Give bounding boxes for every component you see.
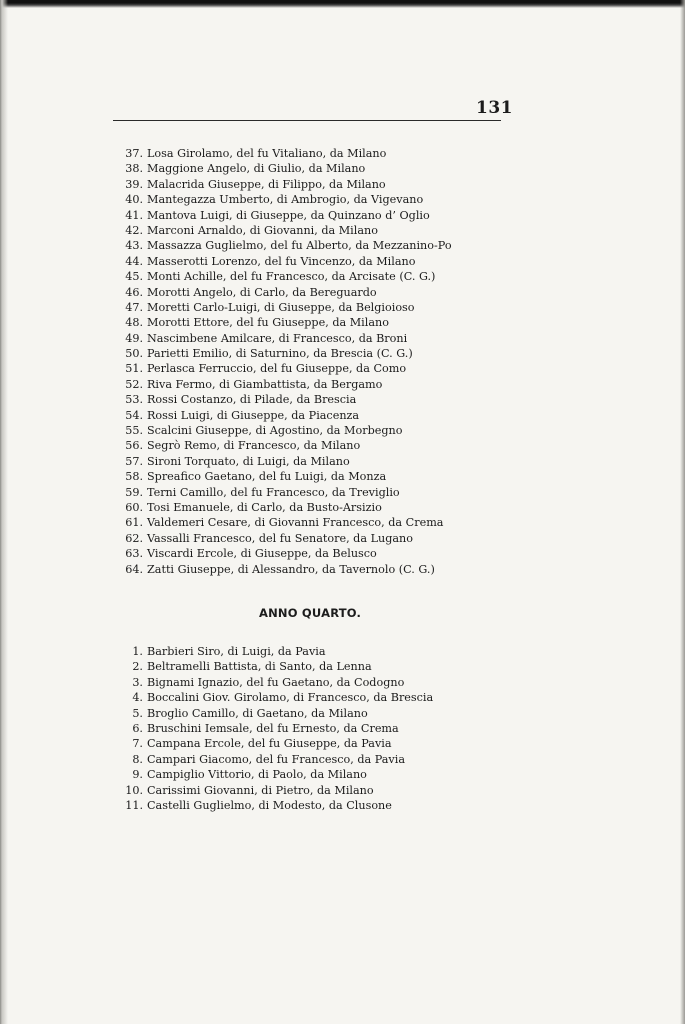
list-entry [114, 254, 452, 269]
entry-text: Rossi Costanzo, di Pilade, da Brescia [147, 393, 357, 407]
entry-number: 52. [125, 377, 143, 391]
entry-number: 60. [125, 500, 143, 514]
entry-number: 63. [125, 547, 143, 561]
list-entry [114, 315, 452, 330]
list-entry [114, 469, 452, 484]
entry-number: 61. [125, 516, 143, 530]
list-entry [114, 377, 452, 392]
entry-text: Masserotti Lorenzo, del fu Vincenzo, da Milano [147, 254, 416, 268]
entry-text: Scalcini Giuseppe, di Agostino, da Morbegno [147, 424, 403, 438]
entry-text: Parietti Emilio, di Saturnino, da Brescia (C. G.) [147, 347, 413, 361]
entry-text: Mantegazza Umberto, di Ambrogio, da Vigevano [147, 193, 424, 207]
entry-text: Valdemeri Cesare, di Giovanni Francesco, da Crema [147, 516, 444, 530]
entry-number: 39. [125, 177, 143, 191]
entry-number: 55. [125, 424, 143, 438]
entry-number: 45. [125, 270, 143, 284]
entry-text: Campana Ercole, del fu Giuseppe, da Pavia [147, 737, 392, 751]
list-entry [114, 331, 452, 346]
entry-number: 1. [132, 645, 143, 658]
entry-text: Nascimbene Amilcare, di Francesco, da Broni [147, 331, 408, 345]
entry-text: Morotti Angelo, di Carlo, da Bereguardo [147, 285, 377, 299]
list-entry [114, 423, 452, 438]
entry-text: Bruschini Iemsale, del fu Ernesto, da Crema [147, 721, 399, 735]
list-entry [114, 783, 433, 798]
entry-number: 62. [125, 531, 143, 545]
entry-text: Vassalli Francesco, del fu Senatore, da Lugano [147, 531, 413, 545]
entry-text: Monti Achille, del fu Francesco, da Arcisate (C. G.) [147, 270, 436, 284]
page-right-edge [680, 0, 685, 1024]
entry-number: 43. [125, 239, 143, 253]
entry-text: Campiglio Vittorio, di Paolo, da Milano [147, 768, 367, 782]
list-entry [114, 392, 452, 407]
entry-text: Maggione Angelo, di Giulio, da Milano [147, 162, 366, 176]
entry-text: Sironi Torquato, di Luigi, da Milano [147, 454, 350, 468]
entry-text: Segrò Remo, di Francesco, da Milano [147, 439, 361, 453]
section-heading: ANNO QUARTO. [259, 606, 362, 620]
entry-number: 57. [125, 454, 143, 468]
list-entry [114, 438, 452, 453]
list-entry [114, 454, 452, 469]
entry-text: Barbieri Siro, di Luigi, da Pavia [147, 645, 326, 658]
entry-number: 11. [125, 798, 143, 812]
student-list-fourth-year [114, 644, 433, 813]
list-entry [114, 223, 452, 238]
entry-number: 38. [125, 162, 143, 176]
entry-text: Viscardi Ercole, di Giuseppe, da Belusco [147, 547, 377, 561]
entry-number: 50. [125, 347, 143, 361]
list-entry [114, 675, 433, 690]
entry-text: Moretti Carlo-Luigi, di Giuseppe, da Belgioioso [147, 300, 415, 314]
entry-number: 41. [125, 208, 143, 222]
entry-text: Carissimi Giovanni, di Pietro, da Milano [147, 783, 374, 797]
list-entry [114, 690, 433, 705]
entry-number: 48. [125, 316, 143, 330]
entry-text: Bignami Ignazio, del fu Gaetano, da Codogno [147, 675, 405, 689]
entry-text: Beltramelli Battista, di Santo, da Lenna [147, 660, 372, 674]
entry-text: Castelli Guglielmo, di Modesto, da Clusone [147, 798, 392, 812]
entry-number: 7. [132, 737, 143, 751]
list-entry [114, 767, 433, 782]
entry-number: 9. [132, 768, 143, 782]
list-entry [114, 408, 452, 423]
entry-text: Riva Fermo, di Giambattista, da Bergamo [147, 377, 383, 391]
entry-text: Perlasca Ferruccio, del fu Giuseppe, da Como [147, 362, 407, 376]
entry-number: 2. [132, 660, 143, 674]
entry-number: 51. [125, 362, 143, 376]
page-binding-edge [0, 0, 8, 1024]
entry-number: 44. [125, 254, 143, 268]
list-entry [114, 798, 433, 813]
list-entry [114, 361, 452, 376]
entry-number: 56. [125, 439, 143, 453]
entry-number: 47. [125, 300, 143, 314]
entry-text: Marconi Arnaldo, di Giovanni, da Milano [147, 223, 378, 237]
entry-number: 58. [125, 470, 143, 484]
entry-text: Mantova Luigi, di Giuseppe, da Quinzano d’ Oglio [147, 208, 430, 222]
list-entry [114, 269, 452, 284]
list-entry [114, 562, 452, 577]
list-entry [114, 531, 452, 546]
list-entry [114, 192, 452, 207]
entry-number: 40. [125, 193, 143, 207]
entry-number: 53. [125, 393, 143, 407]
list-entry [114, 346, 452, 361]
entry-text: Massazza Guglielmo, del fu Alberto, da Mezzanino-Po [147, 239, 452, 253]
entry-number: 64. [125, 562, 143, 576]
entry-text: Malacrida Giuseppe, di Filippo, da Milano [147, 177, 386, 191]
list-entry [114, 485, 452, 500]
list-entry [114, 238, 452, 253]
entry-number: 8. [132, 752, 143, 766]
entry-number: 54. [125, 408, 143, 422]
entry-number: 6. [132, 721, 143, 735]
header-rule [113, 120, 501, 121]
list-entry [114, 644, 433, 659]
list-entry [114, 146, 452, 161]
entry-text: Terni Camillo, del fu Francesco, da Treviglio [147, 485, 400, 499]
entry-number: 59. [125, 485, 143, 499]
student-list-continued [114, 146, 452, 577]
list-entry [114, 500, 452, 515]
entry-number: 10. [125, 783, 143, 797]
entry-text: Morotti Ettore, del fu Giuseppe, da Milano [147, 316, 389, 330]
list-entry [114, 285, 452, 300]
list-entry [114, 659, 433, 674]
entry-text: Zatti Giuseppe, di Alessandro, da Tavernolo (C. G.) [147, 562, 435, 576]
entry-number: 5. [132, 706, 143, 720]
list-entry [114, 706, 433, 721]
page-top-edge [0, 0, 685, 8]
entry-text: Tosi Emanuele, di Carlo, da Busto-Arsizio [147, 500, 382, 514]
entry-number: 4. [132, 691, 143, 705]
list-entry [114, 300, 452, 315]
entry-number: 46. [125, 285, 143, 299]
entry-number: 37. [125, 147, 143, 160]
list-entry [114, 161, 452, 176]
list-entry [114, 546, 452, 561]
entry-text: Losa Girolamo, del fu Vitaliano, da Milano [147, 147, 387, 160]
entry-text: Campari Giacomo, del fu Francesco, da Pavia [147, 752, 405, 766]
list-entry [114, 721, 433, 736]
page-number: 131 [476, 98, 513, 118]
entry-text: Broglio Camillo, di Gaetano, da Milano [147, 706, 368, 720]
entry-number: 42. [125, 223, 143, 237]
entry-text: Spreafico Gaetano, del fu Luigi, da Monza [147, 470, 387, 484]
entry-number: 49. [125, 331, 143, 345]
entry-text: Boccalini Giov. Girolamo, di Francesco, da Brescia [147, 691, 434, 705]
list-entry [114, 177, 452, 192]
entry-number: 3. [132, 675, 143, 689]
list-entry [114, 515, 452, 530]
entry-text: Rossi Luigi, di Giuseppe, da Piacenza [147, 408, 360, 422]
list-entry [114, 752, 433, 767]
list-entry [114, 736, 433, 751]
list-entry [114, 208, 452, 223]
